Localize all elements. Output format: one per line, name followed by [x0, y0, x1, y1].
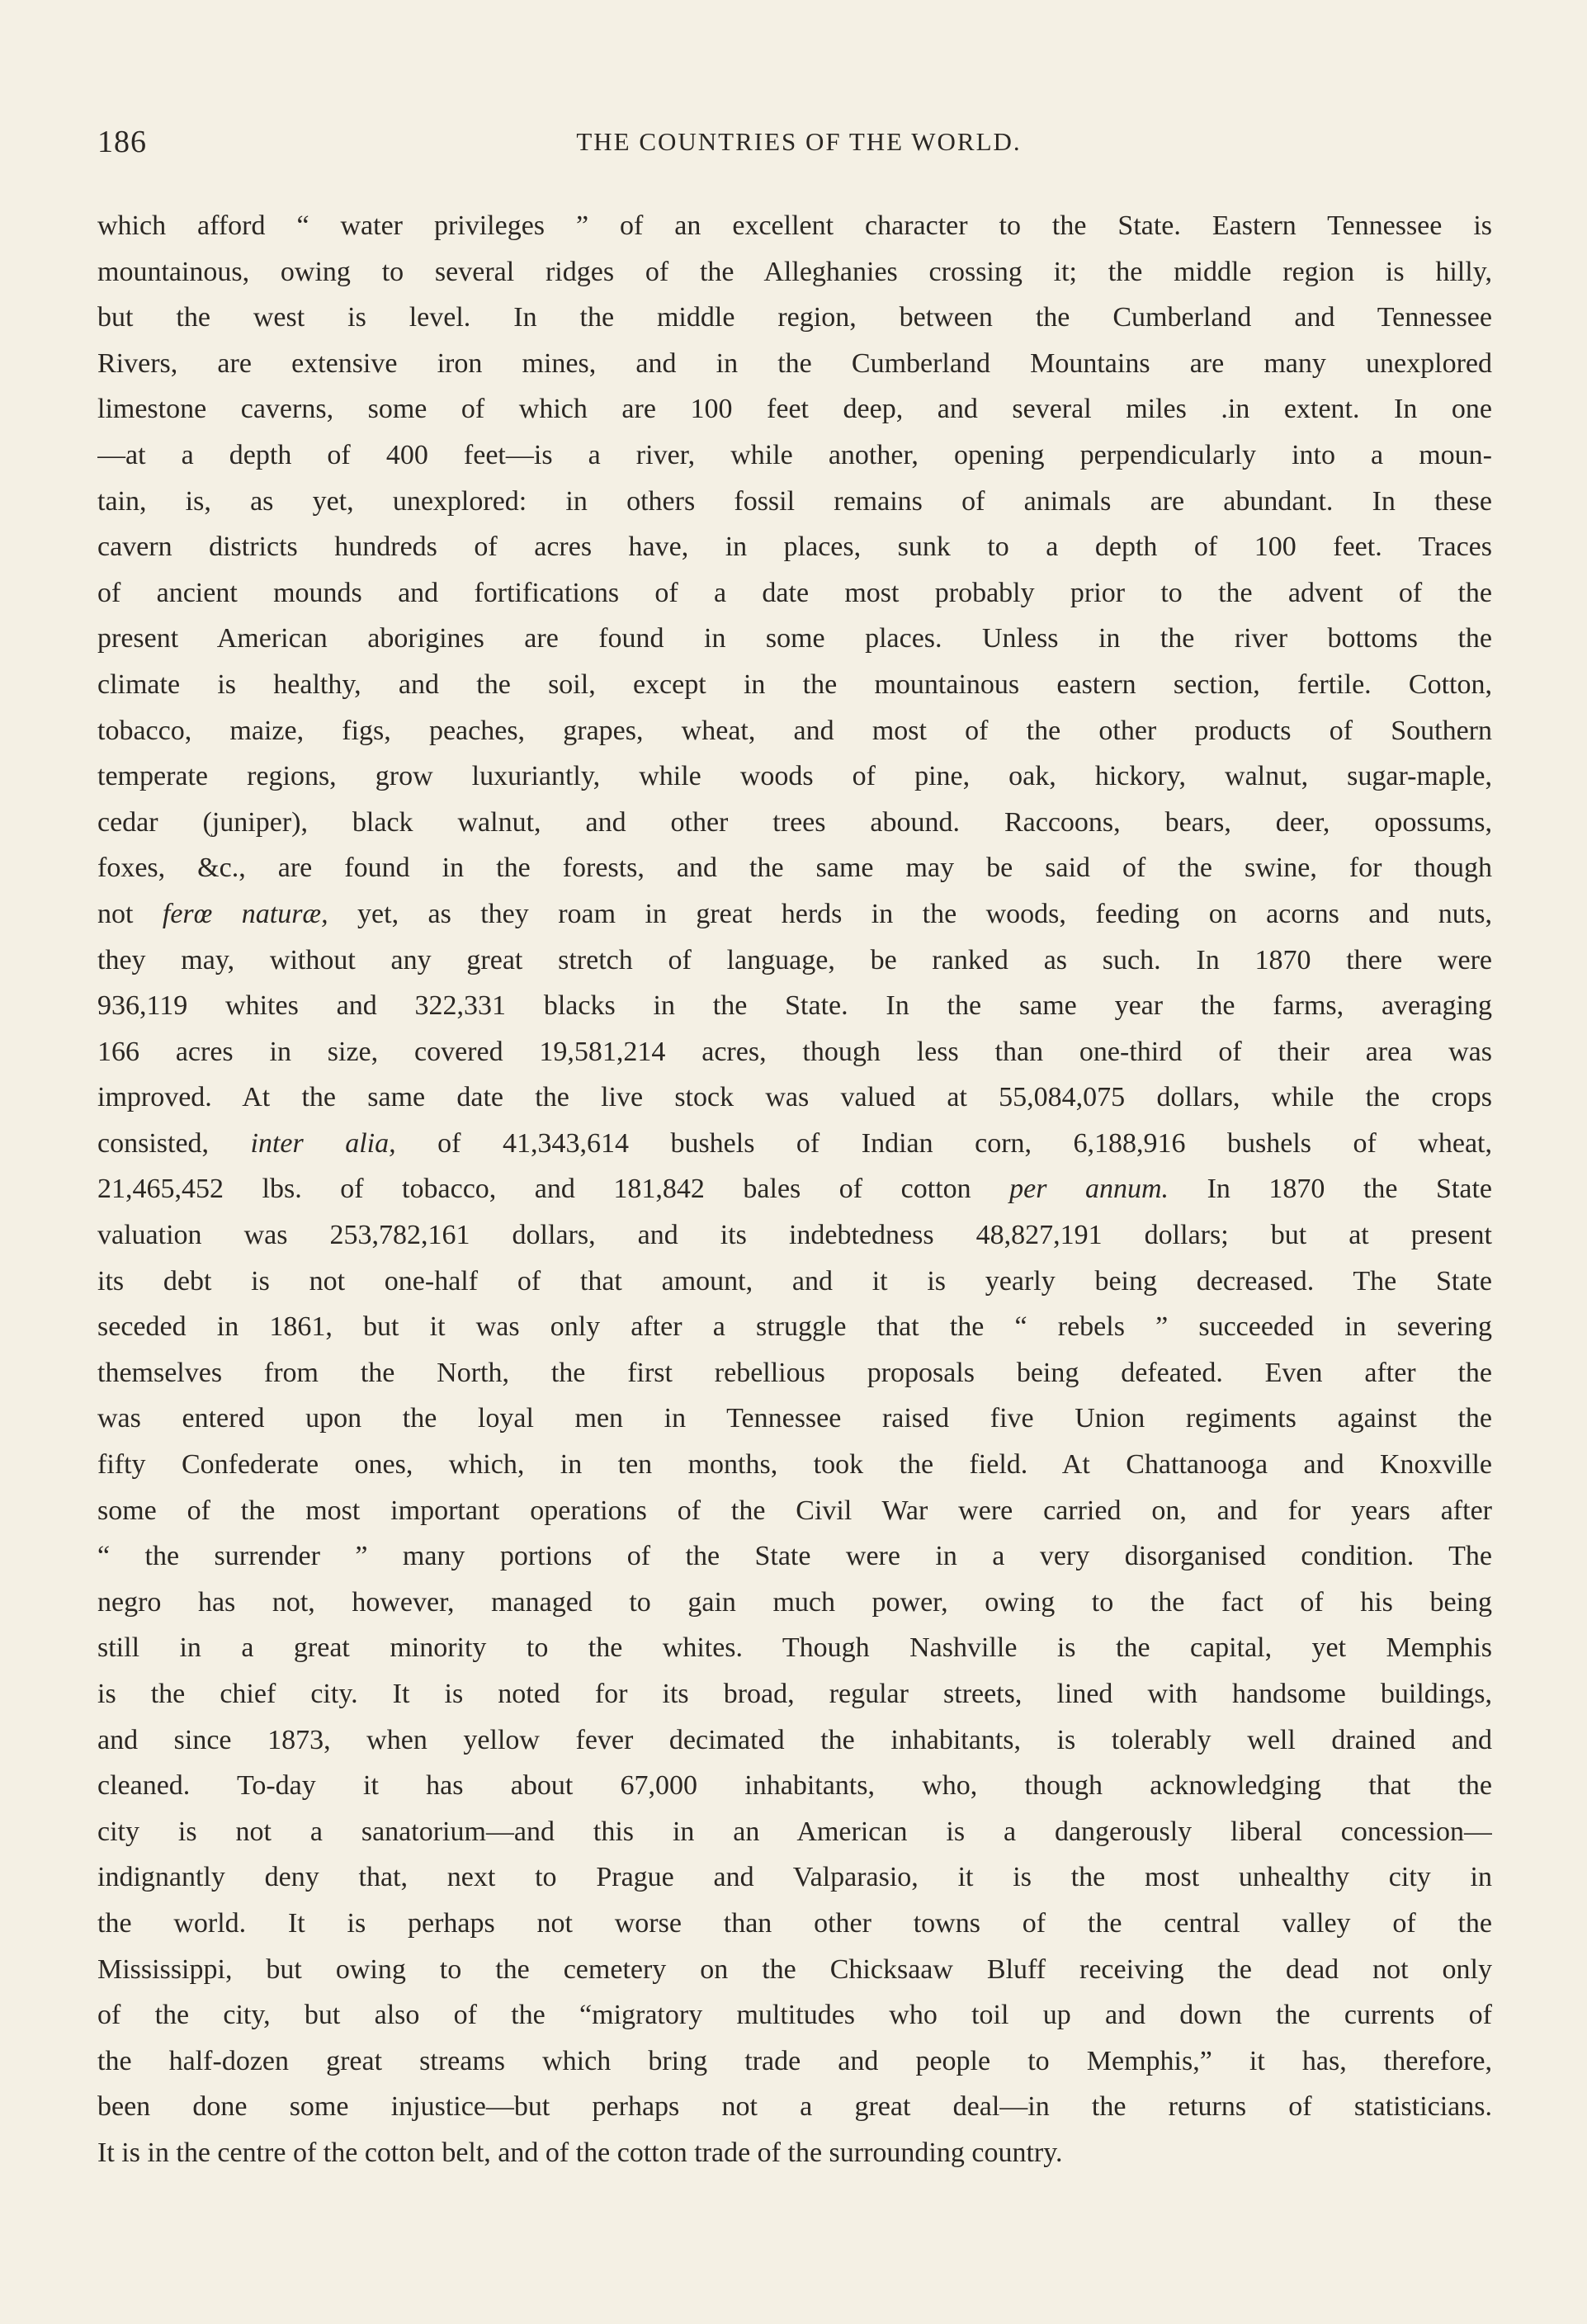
text-line: It is in the centre of the cotton belt, and of the cotton trade of the surrounding country.	[97, 2137, 1063, 2168]
running-title: THE COUNTRIES OF THE WORLD.	[576, 127, 1022, 156]
text-line: cleaned. To-day it has about 67,000 inhabitants, who, though acknowledging that the	[97, 1770, 1492, 1802]
text-line: which afford “ water privileges ” of an excellent character to the State. Eastern Tennessee is	[97, 210, 1492, 241]
text-line: 166 acres in size, covered 19,581,214 acres, though less than one-third of their area was	[97, 1036, 1492, 1067]
text-line: is the chief city. It is noted for its broad, regular streets, lined with handsome buildings,	[97, 1679, 1492, 1709]
text-line: fifty Confederate ones, which, in ten months, took the field. At Chattanooga and Knoxville	[97, 1449, 1492, 1481]
text-line: mountainous, owing to several ridges of the Alleghanies crossing it; the middle region is hilly,	[97, 256, 1492, 287]
text-line: some of the most important operations of the Civil War were carried on, and for years after	[97, 1495, 1492, 1526]
body-text	[97, 203, 1492, 2176]
latin-phrase: per annum.	[1009, 1174, 1169, 1205]
text-line: Mississippi, but owing to the cemetery on the Chicksaaw Bluff receiving the dead not only	[97, 1953, 1492, 1985]
text-line: limestone caverns, some of which are 100 feet deep, and several miles .in extent. In one	[97, 394, 1492, 425]
text-line: cedar (juniper), black walnut, and other trees abound. Raccoons, bears, deer, opossums,	[97, 806, 1492, 838]
text-line: the half-dozen great streams which bring trade and people to Memphis,” it has, therefore,	[97, 2045, 1492, 2076]
text-line: the world. It is perhaps not worse than other towns of the central valley of the	[97, 1907, 1492, 1939]
text-line: they may, without any great stretch of language, be ranked as such. In 1870 there were	[97, 944, 1492, 975]
text-line: tain, is, as yet, unexplored: in others fossil remains of animals are abundant. In these	[97, 485, 1492, 517]
text-line: consisted, inter alia, of 41,343,614 bushels of Indian corn, 6,188,916 bushels of wheat,	[97, 1127, 1492, 1159]
text-line: still in a great minority to the whites. Though Nashville is the capital, yet Memphis	[97, 1632, 1492, 1664]
text-line: —at a depth of 400 feet—is a river, while another, opening perpendicularly into a moun-	[97, 439, 1492, 470]
text-line: climate is healthy, and the soil, except in the mountainous eastern section, fertile. Cotton,	[97, 668, 1492, 700]
text-line: been done some injustice—but perhaps not a great deal—in the returns of statisticians.	[97, 2091, 1492, 2123]
text-line: city is not a sanatorium—and this in an American is a dangerously liberal concession—	[97, 1816, 1492, 1847]
text-line: cavern districts hundreds of acres have, in places, sunk to a depth of 100 feet. Traces	[97, 531, 1492, 563]
text-line: but the west is level. In the middle region, between the Cumberland and Tennessee	[97, 302, 1492, 333]
page-number: 186	[97, 125, 147, 159]
text-line: present American aborigines are found in some places. Unless in the river bottoms the	[97, 623, 1492, 654]
text-line: indignantly deny that, next to Prague and Valparasio, it is the most unhealthy city in	[97, 1862, 1492, 1893]
text-line: foxes, &c., are found in the forests, and the same may be said of the swine, for though	[97, 853, 1492, 884]
text-line: 21,465,452 lbs. of tobacco, and 181,842 bales of cotton per annum. In 1870 the State	[97, 1174, 1492, 1205]
text-line: temperate regions, grow luxuriantly, while woods of pine, oak, hickory, walnut, sugar-maple,	[97, 761, 1492, 792]
text-line: themselves from the North, the first rebellious proposals being defeated. Even after the	[97, 1357, 1492, 1388]
text-line: Rivers, are extensive iron mines, and in the Cumberland Mountains are many unexplored	[97, 347, 1492, 379]
latin-phrase: inter alia,	[250, 1127, 396, 1159]
text-line: not ferœ naturæ, yet, as they roam in great herds in the woods, feeding on acorns and nuts,	[97, 898, 1492, 929]
text-line: seceded in 1861, but it was only after a struggle that the “ rebels ” succeeded in severing	[97, 1311, 1492, 1343]
text-line: 936,119 whites and 322,331 blacks in the State. In the same year the farms, averaging	[97, 990, 1492, 1022]
text-line: “ the surrender ” many portions of the State were in a very disorganised condition. The	[97, 1541, 1492, 1572]
text-line: improved. At the same date the live stock was valued at 55,084,075 dollars, while the crops	[97, 1082, 1492, 1113]
latin-phrase: ferœ naturæ,	[162, 898, 328, 929]
text-line: tobacco, maize, figs, peaches, grapes, wheat, and most of the other products of Southern	[97, 715, 1492, 746]
text-line: was entered upon the loyal men in Tennessee raised five Union regiments against the	[97, 1403, 1492, 1434]
page-header	[97, 124, 1500, 165]
text-line: valuation was 253,782,161 dollars, and its indebtedness 48,827,191 dollars; but at present	[97, 1220, 1492, 1251]
text-line: and since 1873, when yellow fever decimated the inhabitants, is tolerably well drained and	[97, 1724, 1492, 1755]
text-line: of ancient mounds and fortifications of a date most probably prior to the advent of the	[97, 577, 1492, 608]
text-line: its debt is not one-half of that amount, and it is yearly being decreased. The State	[97, 1265, 1492, 1297]
text-line: of the city, but also of the “migratory multitudes who toil up and down the currents of	[97, 2000, 1492, 2031]
text-line: negro has not, however, managed to gain much power, owing to the fact of his being	[97, 1586, 1492, 1618]
